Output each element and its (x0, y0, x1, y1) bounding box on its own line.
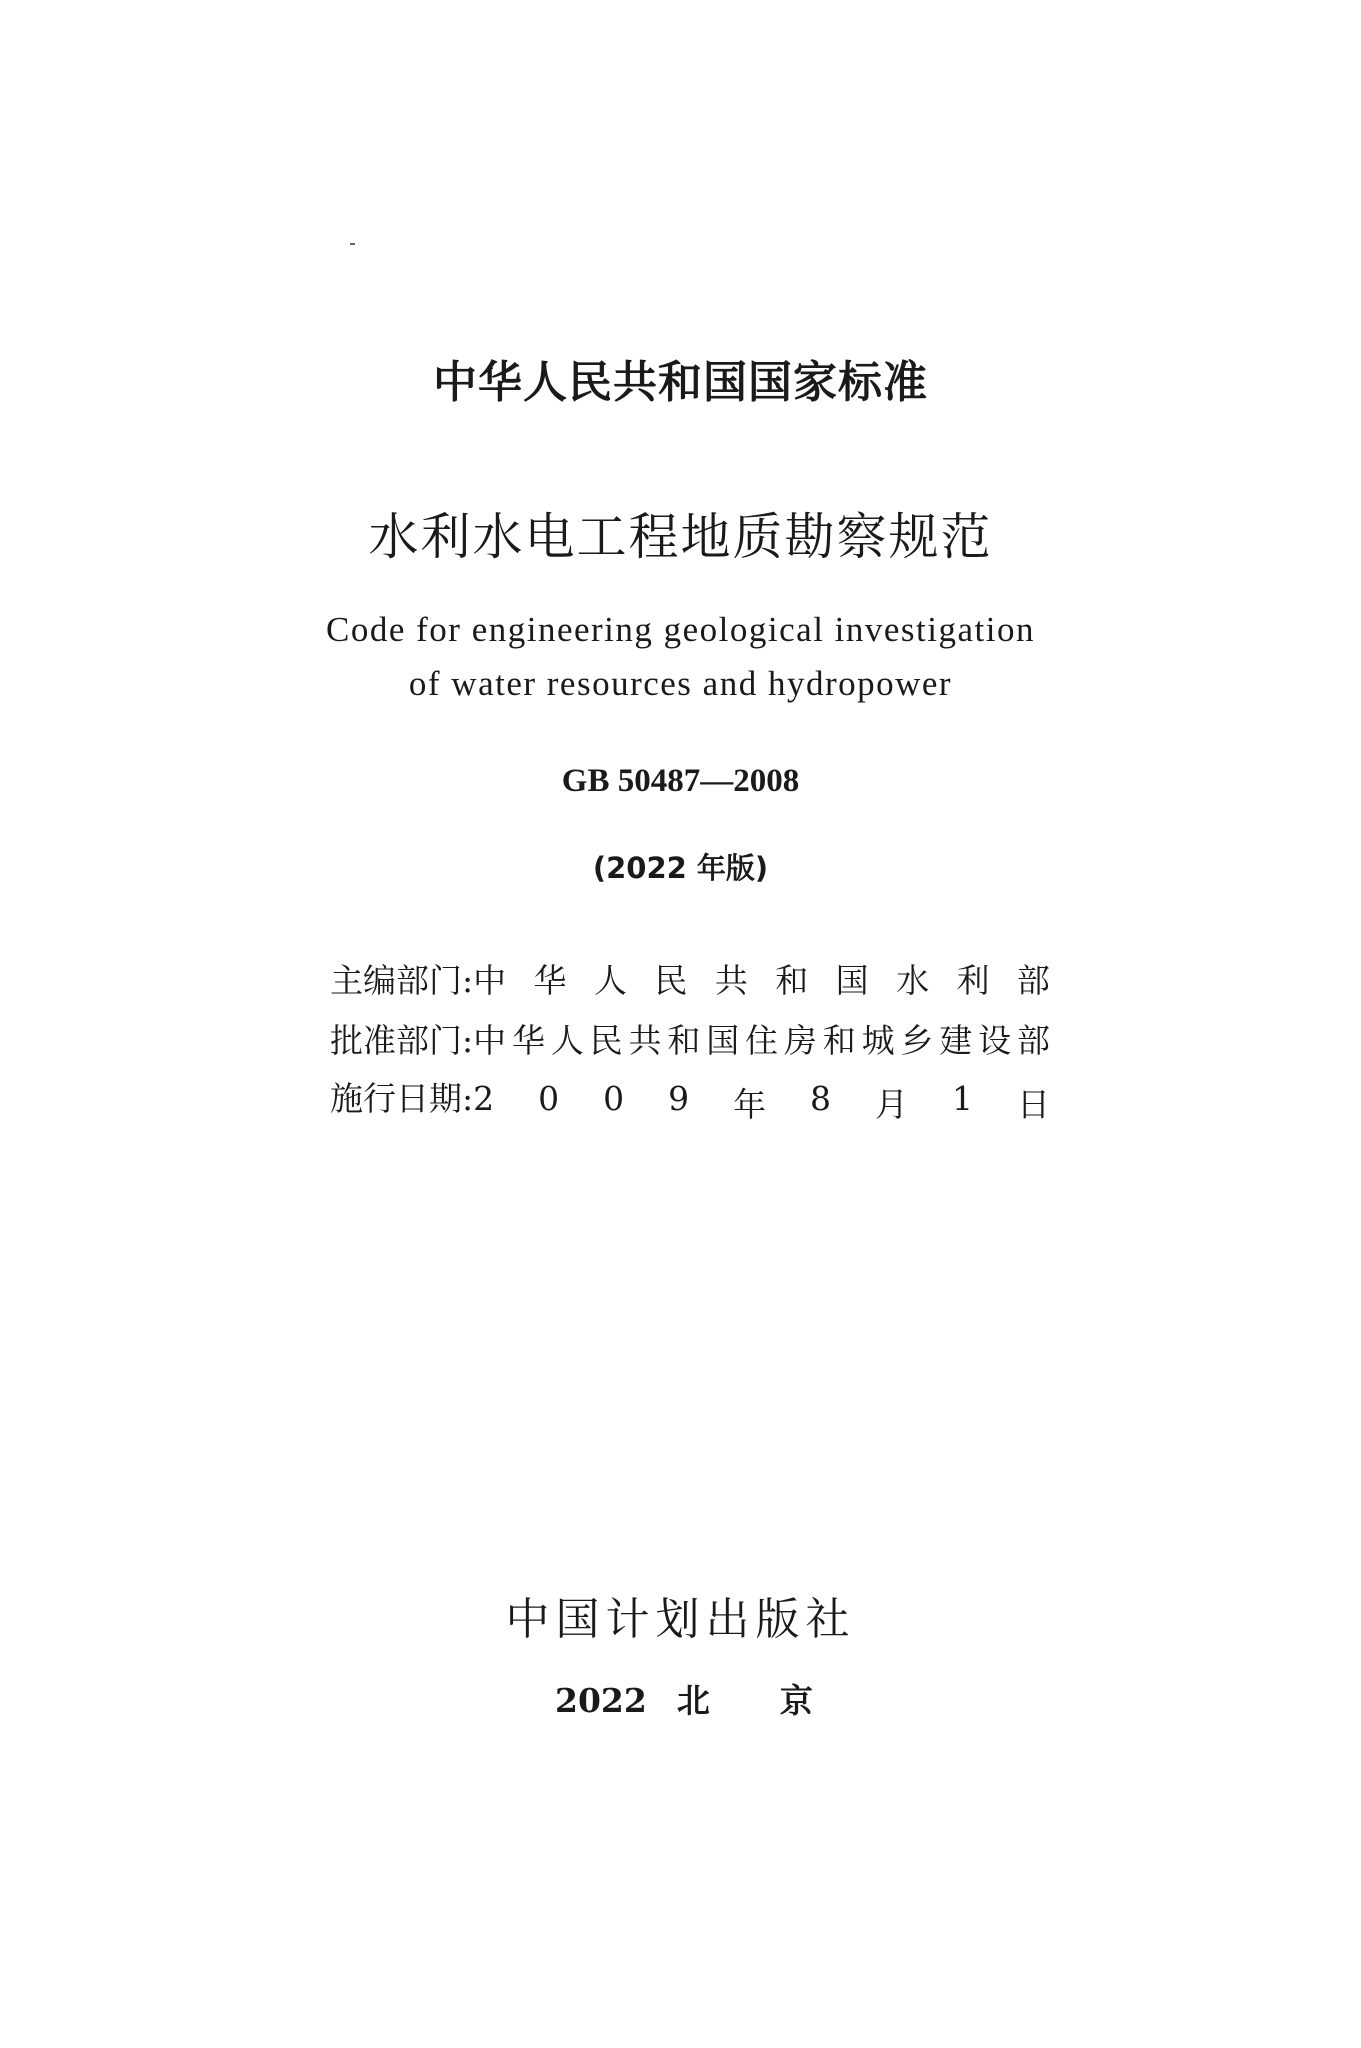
edition: (2022 年版) (592, 851, 769, 885)
title-english-line-2: of water resources and hydropower (408, 664, 953, 703)
publication-year: 2022 (555, 1681, 647, 1720)
effective-date-label: 施行日期: (330, 1079, 474, 1118)
approver-char: 住 (745, 1021, 779, 1060)
editor-char: 中 (473, 961, 507, 1000)
editor-row (330, 955, 1050, 1002)
editor-char: 国 (835, 961, 869, 1000)
publication-city-char: 京 (779, 1681, 813, 1720)
title-english-line-1: Code for engineering geological investigation (326, 610, 1035, 649)
approver-char: 和 (822, 1021, 856, 1060)
approver-char: 城 (861, 1021, 895, 1060)
editor-char: 部 (1016, 961, 1050, 1000)
approver-char: 设 (978, 1021, 1012, 1060)
effective-date-char: 8 (810, 1079, 832, 1118)
effective-date-char: 0 (538, 1079, 560, 1118)
approver-char: 华 (511, 1021, 545, 1060)
title-chinese: 水利水电工程地质勘察规范 (368, 508, 993, 566)
effective-date-char: 月 (875, 1085, 909, 1124)
approver-char: 部 (1016, 1021, 1050, 1060)
effective-date-char: 1 (952, 1079, 974, 1118)
approver-value (473, 1015, 1050, 1062)
approver-char: 中 (473, 1021, 507, 1060)
publication-place (555, 1675, 813, 1722)
approver-label: 批准部门: (330, 1021, 474, 1060)
effective-date-char: 日 (1017, 1085, 1050, 1124)
effective-date-char: 0 (603, 1079, 625, 1118)
approver-char: 人 (550, 1021, 584, 1060)
editor-char: 水 (896, 961, 930, 1000)
editor-char: 华 (533, 961, 567, 1000)
effective-date-char: 年 (733, 1085, 767, 1124)
editor-char: 人 (593, 961, 627, 1000)
approver-char: 乡 (900, 1021, 934, 1060)
effective-date-value (473, 1079, 1050, 1126)
approver-char: 建 (939, 1021, 973, 1060)
approver-char: 国 (706, 1021, 740, 1060)
standard-series: 中华人民共和国国家标准 (433, 357, 928, 408)
effective-date-char: 9 (668, 1079, 690, 1118)
approver-char: 共 (628, 1021, 662, 1060)
editor-value (473, 955, 1050, 1002)
publisher: 中国计划出版社 (505, 1594, 856, 1645)
effective-date-char: 2 (473, 1079, 495, 1118)
publication-city-char: 北 (676, 1681, 710, 1720)
approver-row (330, 1015, 1050, 1062)
editor-char: 和 (775, 961, 809, 1000)
editor-char: 共 (714, 961, 748, 1000)
approver-char: 民 (589, 1021, 623, 1060)
approver-char: 房 (783, 1021, 817, 1060)
effective-date-row (330, 1073, 1050, 1126)
editor-char: 民 (654, 961, 688, 1000)
standard-code: GB 50487—2008 (561, 763, 800, 799)
editor-char: 利 (956, 961, 990, 1000)
scan-speck (350, 243, 355, 245)
approver-char: 和 (667, 1021, 701, 1060)
editor-label: 主编部门: (330, 961, 474, 1000)
